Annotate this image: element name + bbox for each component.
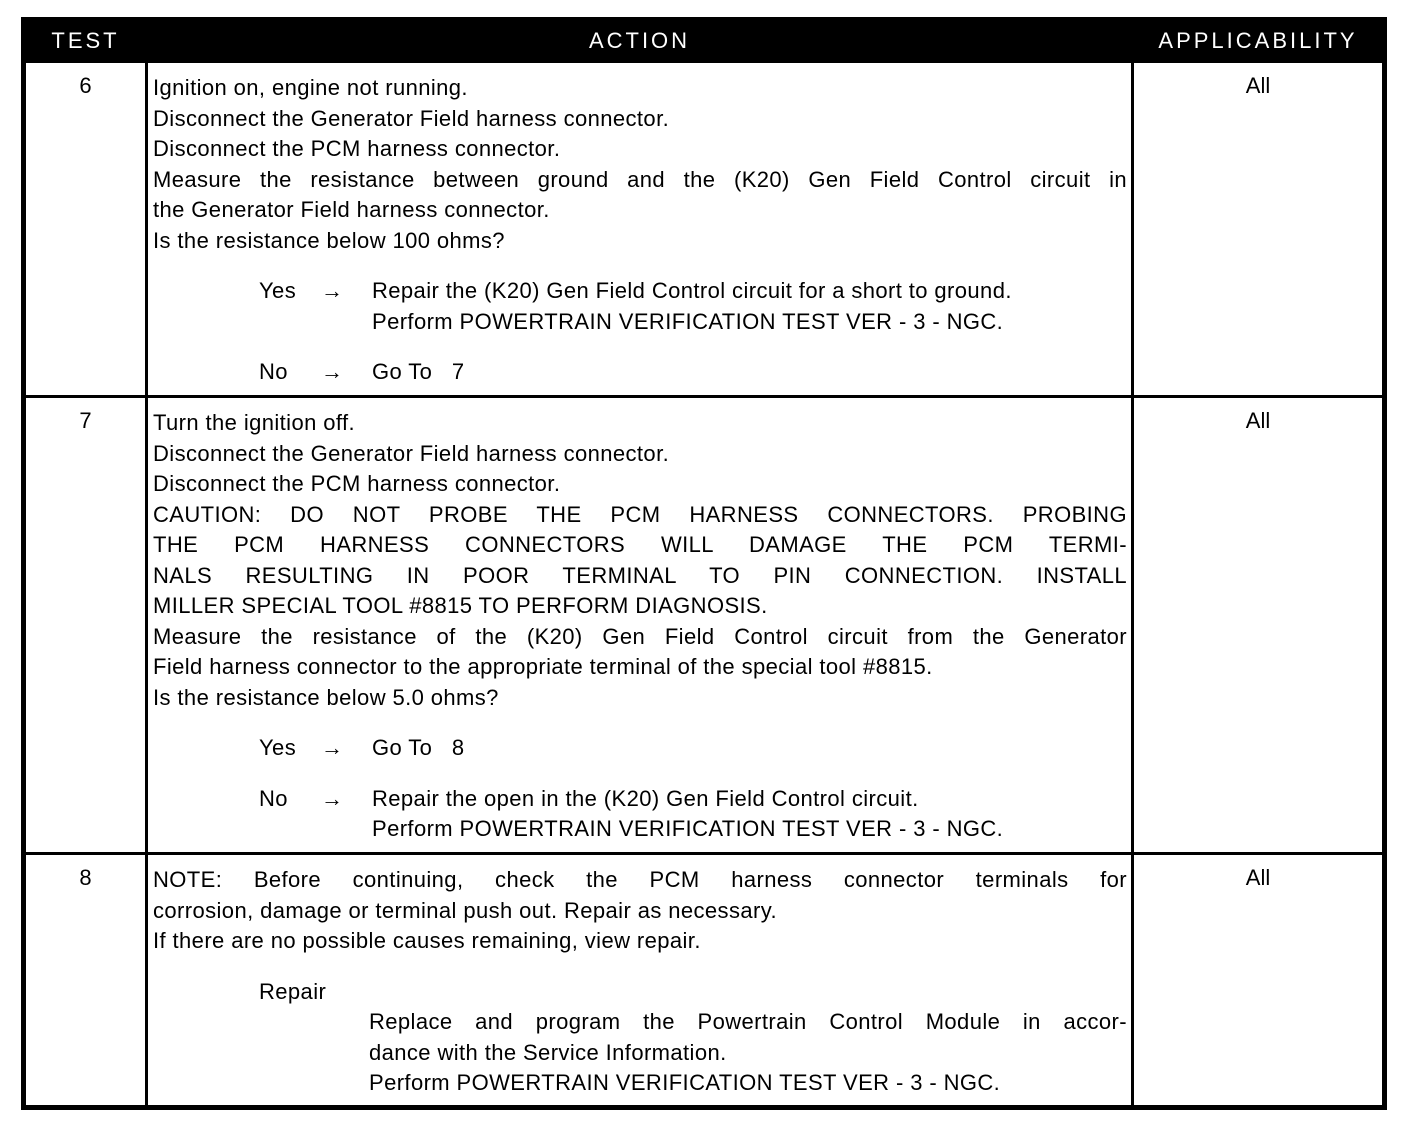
action-line: Measure the resistance of the (K20) Gen Field Control circuit from the Generator (153, 623, 1127, 649)
no-label: No (259, 785, 288, 811)
header-action: ACTION (588, 28, 691, 53)
note-line: NOTE: Before continuing, check the PCM harness connector terminals for (153, 867, 1127, 892)
note-line: corrosion, damage or terminal push out. Repair as necessary. (153, 897, 777, 923)
arrow-right-icon: → (321, 359, 344, 384)
column-divider (145, 855, 148, 1105)
action-line: the Generator Field harness connector. (153, 197, 550, 222)
column-divider (145, 398, 148, 852)
column-divider (1131, 855, 1134, 1105)
action-line: Ignition on, engine not running. (153, 75, 468, 100)
no-branch (153, 784, 1127, 845)
action-cell (153, 408, 1127, 845)
test-number: 7 (79, 408, 92, 433)
action-line: Disconnect the Generator Field harness connector. (153, 105, 670, 131)
header-test: TEST (51, 28, 120, 53)
no-result: Repair the open in the (K20) Gen Field Control circuit. (372, 785, 919, 811)
repair-line: dance with the Service Information. (369, 1039, 727, 1065)
action-line: Is the resistance below 100 ohms? (153, 227, 505, 253)
caution-line: THE PCM HARNESS CONNECTORS WILL DAMAGE THE PCM TERMI- (153, 532, 1127, 557)
no-result: Go To 7 (372, 359, 465, 384)
applicability-value: All (1245, 865, 1271, 890)
action-line: Disconnect the PCM harness connector. (153, 136, 561, 161)
action-line: Measure the resistance between ground and the (K20) Gen Field Control circuit in (153, 166, 1127, 192)
yes-label: Yes (259, 735, 297, 760)
arrow-right-icon: → (321, 785, 344, 811)
header-applicability: APPLICABILITY (1158, 28, 1358, 53)
repair-instructions (153, 1007, 1127, 1099)
yes-branch (153, 733, 1127, 764)
arrow-right-icon: → (321, 278, 344, 303)
column-divider (1131, 398, 1134, 852)
yes-branch (153, 276, 1127, 337)
applicability-value: All (1245, 73, 1271, 98)
action-cell (153, 73, 1127, 388)
action-line: Disconnect the PCM harness connector. (153, 471, 561, 496)
table-header (26, 22, 1382, 60)
arrow-right-icon: → (321, 735, 344, 760)
caution-line: CAUTION: DO NOT PROBE THE PCM HARNESS CONNECTORS. PROBING (153, 501, 1127, 527)
repair-label: Repair (259, 978, 327, 1004)
yes-result: Perform POWERTRAIN VERIFICATION TEST VER - 3 - NGC. (372, 308, 1004, 334)
yes-label: Yes (259, 278, 297, 303)
action-line: Is the resistance below 5.0 ohms? (153, 684, 499, 710)
action-cell (153, 865, 1127, 1099)
caution-line: MILLER SPECIAL TOOL #8815 TO PERFORM DIAGNOSIS. (153, 593, 768, 618)
test-number: 8 (79, 865, 92, 890)
no-label: No (259, 359, 288, 384)
table-row-test-8 (26, 855, 1382, 1105)
applicability-value: All (1245, 408, 1271, 433)
no-branch (153, 357, 1127, 388)
table-row-test-6 (26, 63, 1382, 395)
action-line: Turn the ignition off. (153, 410, 356, 435)
yes-result: Repair the (K20) Gen Field Control circuit for a short to ground. (372, 278, 1012, 303)
test-number: 6 (79, 73, 92, 98)
caution-line: NALS RESULTING IN POOR TERMINAL TO PIN CONNECTION. INSTALL (153, 562, 1127, 588)
column-divider (145, 63, 148, 395)
no-result: Perform POWERTRAIN VERIFICATION TEST VER - 3 - NGC. (372, 816, 1004, 841)
repair-line: Perform POWERTRAIN VERIFICATION TEST VER - 3 - NGC. (369, 1070, 1001, 1095)
yes-result: Go To 8 (372, 735, 465, 760)
action-line: If there are no possible causes remaining, view repair. (153, 928, 701, 953)
table-row-test-7 (26, 398, 1382, 852)
diagnostic-table (21, 17, 1387, 1110)
action-line: Field harness connector to the appropriate terminal of the special tool #8815. (153, 654, 933, 679)
repair-line: Replace and program the Powertrain Control Module in accor- (369, 1009, 1127, 1034)
action-line: Disconnect the Generator Field harness connector. (153, 440, 670, 466)
column-divider (1131, 63, 1134, 395)
